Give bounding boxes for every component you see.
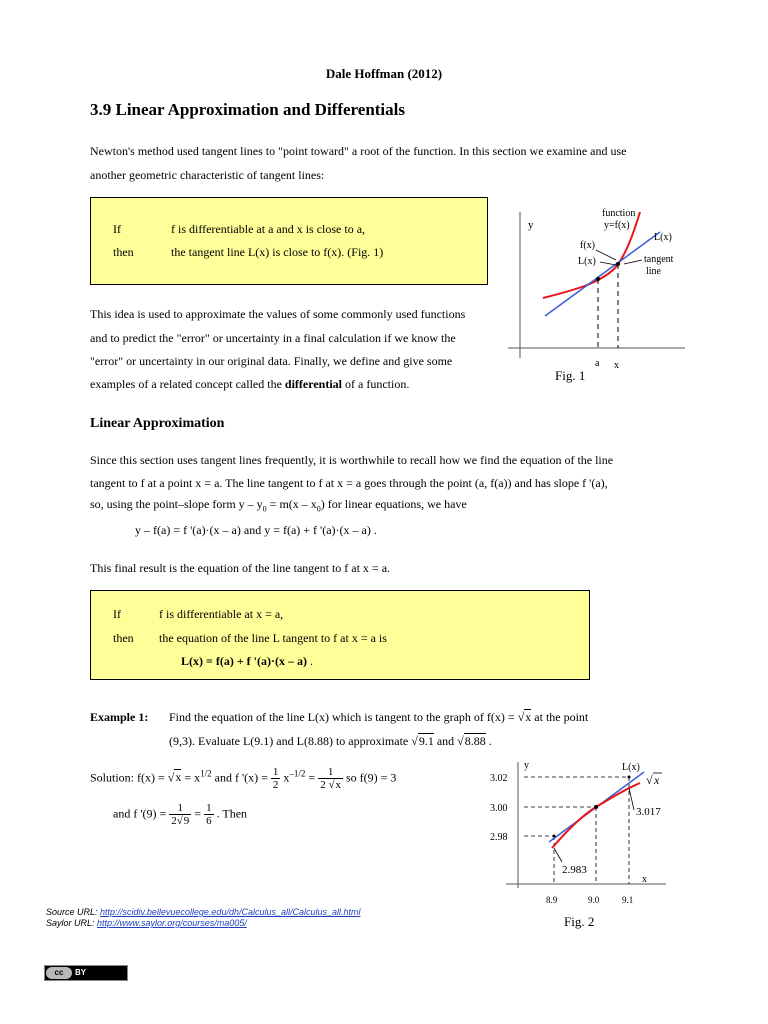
box2-formula-row xyxy=(181,654,313,669)
sol-sqrt-x: x xyxy=(175,770,182,785)
sol-exp-neg-half: –1/2 xyxy=(289,768,306,779)
saylor-label: Saylor URL: xyxy=(46,918,98,928)
fig1-tangent-label1: tangent xyxy=(644,254,674,265)
sol-exp-half: 1/2 xyxy=(200,768,212,779)
fig2-arrow-upper xyxy=(629,788,634,810)
fig1-function-eq: y=f(x) xyxy=(604,220,630,231)
sol-x2: x xyxy=(280,770,290,785)
saylor-url-link[interactable]: http://www.saylor.org/courses/ma005/ xyxy=(97,918,247,928)
fig2-point-302 xyxy=(628,776,631,779)
sol-then: . Then xyxy=(213,806,248,821)
fig2-y-label: y xyxy=(524,760,529,771)
fig1-a-tick: a xyxy=(595,358,600,369)
fig1-fx-label: f(x) xyxy=(580,240,595,251)
idea-line-3: "error" or uncertainty in our original data. Finally, we define and give some xyxy=(90,354,453,368)
idea-line-1: This idea is used to approximate the values of some commonly used functions xyxy=(90,307,466,321)
box1-if-label: If xyxy=(113,222,121,236)
formula-end: . xyxy=(306,654,313,668)
differential-term: differential xyxy=(284,377,343,391)
linear-approx-heading: Linear Approximation xyxy=(90,416,225,431)
solution-line-2 xyxy=(113,802,247,827)
sol-eq2: = xyxy=(305,770,319,785)
saylor-url-line xyxy=(46,918,247,928)
cc-by-license-badge[interactable] xyxy=(44,965,128,981)
fig1-y-label: y xyxy=(528,219,534,231)
tangent-equation: y – f(a) = f '(a)·(x – a) and y = f(a) + f '(a)·(x – a) . xyxy=(135,523,377,537)
box2-then-text: the equation of the line L tangent to f at x = a is xyxy=(159,631,387,645)
p3-sub2: 0 xyxy=(316,504,321,514)
fig2-Lx-label: L(x) xyxy=(622,762,640,773)
fig1-Lx-arrow xyxy=(600,262,616,265)
box1-then-label: then xyxy=(113,245,134,259)
figure-2 xyxy=(486,758,686,934)
sol-line2-pre: and f '(9) = xyxy=(113,806,170,821)
solution-line-1: Solution: $f(x) = √x = x^{1/2}$ and f '(x) = $\frac{1}{2}$ $x^{-1/2}$ = $\frac{1}{2 √x}$ so f(9) = 3 xyxy=(90,766,397,791)
frac-one-sixth: $\frac{1}{6}$ xyxy=(206,802,212,827)
sol-label: Solution: f(x) = xyxy=(90,770,168,785)
sol-so-text: so f(9) = 3 xyxy=(343,770,397,785)
fig2-caption: Fig. 2 xyxy=(564,914,595,929)
fig2-ytick-300: 3.00 xyxy=(490,803,508,814)
frac-one-over-2sqrtx: $\frac{1}{2 √x}$ xyxy=(320,766,341,791)
ex1-t2-post: . xyxy=(485,734,492,748)
definition-box-1 xyxy=(90,197,488,285)
figure-1 xyxy=(500,198,700,390)
idea-line-4 xyxy=(90,377,409,392)
fig2-xtick-91: 9.1 xyxy=(622,895,634,905)
fig1-function-label: function xyxy=(602,208,636,219)
intro-line-1: Newton's method used tangent lines to "point toward" a root of the function. In this section we examine and use xyxy=(90,144,627,158)
fig2-annotation-lower: 2.983 xyxy=(562,864,587,876)
ex1-t1-post: at the point xyxy=(531,710,589,724)
fig2-arrow-lower xyxy=(554,848,562,862)
fig2-sqrt-symbol: √ xyxy=(646,773,653,787)
fig2-x-label: x xyxy=(642,874,647,885)
by-icon: BY xyxy=(75,968,87,977)
example-1-label: Example 1: xyxy=(90,710,149,724)
fig2-ytick-298: 2.98 xyxy=(490,832,508,843)
intro-line-2: another geometric characteristic of tangent lines: xyxy=(90,168,325,182)
sol-eq3: = xyxy=(191,806,205,821)
box2-if-label: If xyxy=(113,607,121,621)
sol-and-fprime: and f '(x) = xyxy=(211,770,271,785)
linear-approx-p1: Since this section uses tangent lines frequently, it is worthwhile to recall how we find the equation of the line xyxy=(90,453,614,467)
fig2-xtick-90: 9.0 xyxy=(588,895,600,905)
box1-then-text: the tangent line L(x) is close to f(x). (Fig. 1) xyxy=(171,245,384,259)
box1-if-text: f is differentiable at a and x is close to a, xyxy=(171,222,366,236)
fig1-tangent-arrow xyxy=(624,260,642,264)
ex1-t2-pre: (9,3). Evaluate L(9.1) and L(8.88) to approximate xyxy=(169,734,412,748)
p3-pre: so, using the point–slope form y – y xyxy=(90,497,263,511)
ex1-sqrt-91: 9.1 xyxy=(418,734,434,748)
p3-sub1: 0 xyxy=(262,504,267,514)
source-url-line xyxy=(46,907,361,917)
idea-line-2: and to predict the "error" or uncertainty in a final calculation if we know the xyxy=(90,331,456,345)
ex1-t1-pre: Find the equation of the line L(x) which is tangent to the graph of f(x) = xyxy=(169,710,518,724)
ex1-sqrt-x: x xyxy=(525,710,532,724)
linear-approx-p2: tangent to f at a point x = a. The line tangent to f at x = a goes through the point (a, f(a)) and has slope f '(a), xyxy=(90,476,608,490)
section-title: 3.9 Linear Approximation and Differentials xyxy=(90,100,405,119)
source-url-link[interactable]: http://scidiv.bellevuecollege.edu/dh/Calculus_all/Calculus_all.html xyxy=(100,907,361,917)
fig1-fx-arrow xyxy=(596,250,616,260)
idea-line-4-post: of a function. xyxy=(342,377,410,391)
example-1-text-2: (9,3). Evaluate L(9.1) and L(8.88) to approximate √9.1 and √8.88 . xyxy=(169,734,492,748)
box2-then-label: then xyxy=(113,631,134,645)
source-label: Source URL: xyxy=(46,907,101,917)
fig2-ytick-302: 3.02 xyxy=(490,773,508,784)
cc-icon: cc xyxy=(46,967,72,979)
ex1-sqrt-888: 8.88 xyxy=(464,734,486,748)
definition-box-2 xyxy=(90,590,590,680)
fig1-caption: Fig. 1 xyxy=(555,368,586,383)
sol-eq-x: = x xyxy=(181,770,201,785)
p3-post: ) for linear equations, we have xyxy=(320,497,467,511)
linear-approx-final: This final result is the equation of the line tangent to f at x = a. xyxy=(90,561,391,575)
example-1-text-1: Find the equation of the line L(x) which is tangent to the graph of f(x) = √x at the point xyxy=(169,710,589,724)
author-header: Dale Hoffman (2012) xyxy=(325,66,443,81)
linear-approx-p3 xyxy=(90,497,467,513)
fig1-tangent-line xyxy=(545,232,660,316)
fig1-tangent-label2: line xyxy=(646,266,661,277)
fig2-point-9-3 xyxy=(594,805,598,809)
p3-mid: = m(x – x xyxy=(266,497,317,511)
frac-one-half: $\frac{1}{2}$ xyxy=(272,766,279,791)
fig1-Lx-left-label: L(x) xyxy=(578,256,596,267)
linear-approx-formula: L(x) = f(a) + f '(a)·(x – a) xyxy=(181,654,307,668)
fig1-x-tick: x xyxy=(614,360,619,371)
frac-one-over-2sqrt9: $\frac{1}{2√9}$ xyxy=(171,802,190,827)
fig2-xtick-89: 8.9 xyxy=(546,895,558,905)
fig2-point-898 xyxy=(553,835,556,838)
ex1-and: and xyxy=(433,734,458,748)
fig1-Lx-label: L(x) xyxy=(654,232,672,243)
fig2-annotation-upper: 3.017 xyxy=(636,806,661,818)
idea-line-4-pre: examples of a related concept called the xyxy=(90,377,285,391)
box2-if-text: f is differentiable at x = a, xyxy=(159,607,284,621)
fig2-sqrt-label: x xyxy=(654,773,660,787)
